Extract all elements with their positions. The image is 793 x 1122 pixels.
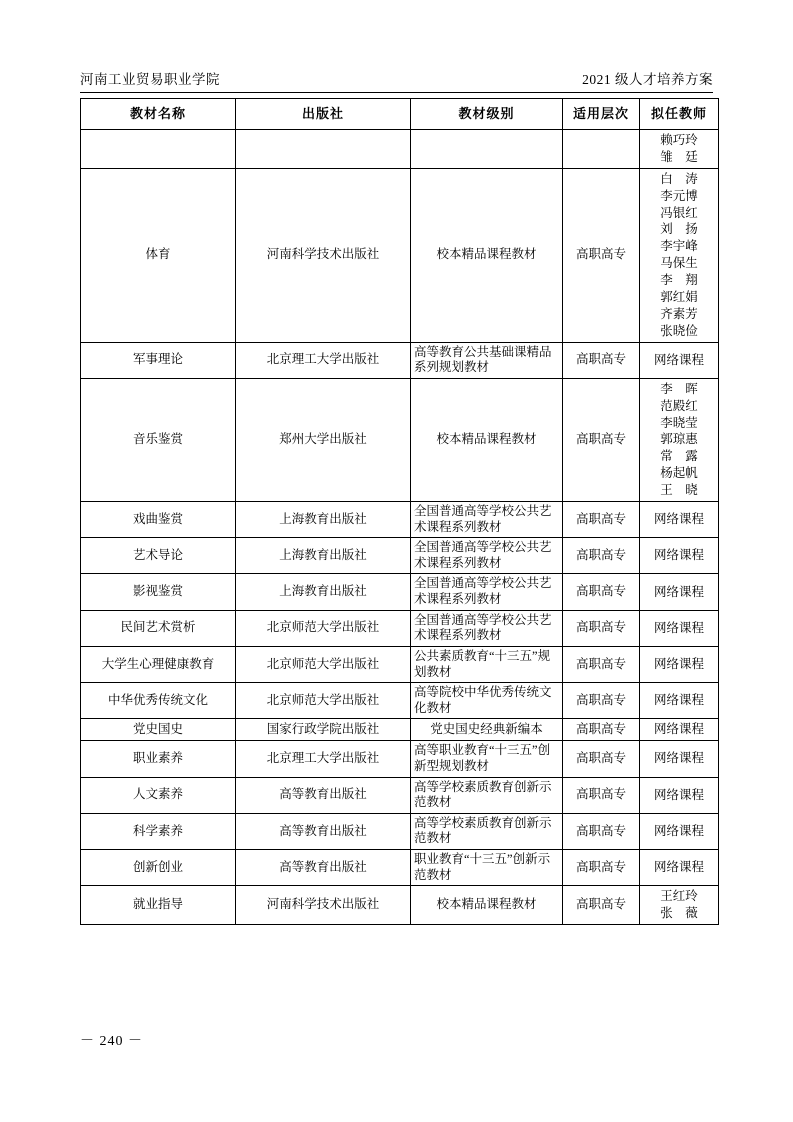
table-row <box>81 683 719 719</box>
cell-tier: 高职高专 <box>563 646 640 682</box>
cell-tier: 高职高专 <box>563 574 640 610</box>
cell-textbook-level: 公共素质教育“十三五”规划教材 <box>411 646 563 682</box>
teacher-list <box>643 750 715 767</box>
column-header-level: 教材级别 <box>411 99 563 130</box>
teacher-name: 李 翔 <box>660 273 698 287</box>
cell-textbook-name: 就业指导 <box>81 886 236 925</box>
cell-textbook-level: 高等学校素质教育创新示范教材 <box>411 777 563 813</box>
cell-teachers <box>640 886 719 925</box>
teacher-list <box>643 823 715 840</box>
cell-textbook-name: 军事理论 <box>81 342 236 378</box>
column-header-name: 教材名称 <box>81 99 236 130</box>
table-row <box>81 610 719 646</box>
cell-textbook-level: 高等学校素质教育创新示范教材 <box>411 813 563 849</box>
teacher-list <box>643 692 715 709</box>
cell-teachers <box>640 813 719 849</box>
teacher-name: 网络课程 <box>653 620 704 635</box>
cell-textbook-level: 全国普通高等学校公共艺术课程系列教材 <box>411 501 563 537</box>
teacher-name: 网络课程 <box>653 693 704 708</box>
teacher-name: 张晓俭 <box>660 323 698 338</box>
cell-teachers <box>640 378 719 501</box>
teacher-name: 范殿红 <box>660 398 698 413</box>
teacher-name: 雏 廷 <box>660 149 698 164</box>
teacher-name: 网络课程 <box>653 548 704 563</box>
cell-textbook-level: 职业教育“十三五”创新示范教材 <box>411 850 563 886</box>
teacher-name: 李宇峰 <box>660 239 698 254</box>
teacher-name: 齐素芳 <box>660 306 698 321</box>
teacher-name: 网络课程 <box>653 584 704 599</box>
teacher-name: 网络课程 <box>653 657 704 672</box>
cell-textbook-level: 高等教育公共基础课精品系列规划教材 <box>411 342 563 378</box>
teacher-list <box>643 547 715 564</box>
cell-textbook-level: 全国普通高等学校公共艺术课程系列教材 <box>411 538 563 574</box>
table-row <box>81 646 719 682</box>
cell-teachers <box>640 777 719 813</box>
teacher-name: 网络课程 <box>653 751 704 766</box>
cell-publisher: 国家行政学院出版社 <box>236 719 411 741</box>
cell-textbook-name: 科学素养 <box>81 813 236 849</box>
teacher-name: 冯银红 <box>660 205 698 220</box>
cell-textbook-name: 影视鉴赏 <box>81 574 236 610</box>
cell-publisher: 北京师范大学出版社 <box>236 683 411 719</box>
cell-tier: 高职高专 <box>563 850 640 886</box>
teacher-list <box>643 352 715 369</box>
teacher-list <box>643 381 715 499</box>
teacher-list <box>643 859 715 876</box>
cell-teachers <box>640 683 719 719</box>
cell-tier: 高职高专 <box>563 168 640 342</box>
table-row <box>81 130 719 169</box>
teacher-name: 杨起帆 <box>660 466 698 481</box>
teacher-list <box>643 721 715 738</box>
cell-publisher: 上海教育出版社 <box>236 574 411 610</box>
teacher-name: 白 涛 <box>660 171 698 186</box>
cell-publisher: 郑州大学出版社 <box>236 378 411 501</box>
table-row <box>81 501 719 537</box>
cell-tier: 高职高专 <box>563 886 640 925</box>
teacher-name: 王 晓 <box>660 483 698 497</box>
cell-teachers <box>640 610 719 646</box>
teacher-name: 网络课程 <box>653 823 704 838</box>
teacher-name: 网络课程 <box>653 722 704 737</box>
table-row <box>81 378 719 501</box>
page-header <box>80 68 713 93</box>
teacher-name: 王红玲 <box>660 889 698 904</box>
cell-textbook-name: 戏曲鉴赏 <box>81 501 236 537</box>
cell-tier: 高职高专 <box>563 719 640 741</box>
teacher-name: 网络课程 <box>653 787 704 802</box>
table-row <box>81 719 719 741</box>
cell-textbook-name: 党史国史 <box>81 719 236 741</box>
cell-teachers <box>640 574 719 610</box>
cell-tier: 高职高专 <box>563 610 640 646</box>
cell-textbook-name: 创新创业 <box>81 850 236 886</box>
teacher-list <box>643 888 715 922</box>
cell-tier: 高职高专 <box>563 777 640 813</box>
column-header-publisher: 出版社 <box>236 99 411 130</box>
teacher-name: 李晓莹 <box>660 415 698 430</box>
cell-publisher: 北京理工大学出版社 <box>236 342 411 378</box>
cell-publisher: 北京师范大学出版社 <box>236 646 411 682</box>
teacher-name: 常 露 <box>660 449 698 464</box>
cell-textbook-level: 校本精品课程教材 <box>411 168 563 342</box>
cell-teachers <box>640 741 719 777</box>
cell-textbook-name: 音乐鉴赏 <box>81 378 236 501</box>
cell-publisher: 高等教育出版社 <box>236 813 411 849</box>
table-row <box>81 813 719 849</box>
cell-teachers <box>640 719 719 741</box>
cell-teachers <box>640 646 719 682</box>
cell-textbook-name: 艺术导论 <box>81 538 236 574</box>
cell-publisher: 河南科学技术出版社 <box>236 168 411 342</box>
cell-publisher <box>236 130 411 169</box>
teacher-list <box>643 171 715 340</box>
cell-textbook-name: 体育 <box>81 168 236 342</box>
cell-textbook-level: 全国普通高等学校公共艺术课程系列教材 <box>411 574 563 610</box>
table-row <box>81 741 719 777</box>
teacher-list <box>643 511 715 528</box>
cell-tier: 高职高专 <box>563 538 640 574</box>
table-row <box>81 538 719 574</box>
cell-teachers <box>640 538 719 574</box>
cell-teachers <box>640 342 719 378</box>
column-header-tier: 适用层次 <box>563 99 640 130</box>
teacher-list <box>643 584 715 601</box>
teacher-list <box>643 620 715 637</box>
cell-tier: 高职高专 <box>563 683 640 719</box>
institution-name: 河南工业贸易职业学院 <box>80 72 220 87</box>
cell-textbook-name: 人文素养 <box>81 777 236 813</box>
cell-teachers <box>640 168 719 342</box>
teacher-name: 网络课程 <box>653 352 704 367</box>
document-title: 2021 级人才培养方案 <box>582 72 713 87</box>
cell-teachers <box>640 501 719 537</box>
teacher-name: 郭红娟 <box>660 289 698 304</box>
cell-tier: 高职高专 <box>563 342 640 378</box>
cell-textbook-name: 中华优秀传统文化 <box>81 683 236 719</box>
teacher-name: 李 晖 <box>660 381 698 396</box>
cell-textbook-level: 党史国史经典新编本 <box>411 719 563 741</box>
cell-publisher: 河南科学技术出版社 <box>236 886 411 925</box>
cell-textbook-name: 民间艺术赏析 <box>81 610 236 646</box>
cell-textbook-level <box>411 130 563 169</box>
table-row <box>81 342 719 378</box>
table-header-row <box>81 99 719 130</box>
teacher-name: 网络课程 <box>653 860 704 875</box>
cell-publisher: 上海教育出版社 <box>236 538 411 574</box>
teacher-name: 张 薇 <box>660 906 698 921</box>
table-row <box>81 574 719 610</box>
cell-textbook-name <box>81 130 236 169</box>
cell-textbook-level: 校本精品课程教材 <box>411 378 563 501</box>
cell-publisher: 高等教育出版社 <box>236 850 411 886</box>
teacher-name: 刘 扬 <box>660 222 698 237</box>
table-row <box>81 777 719 813</box>
cell-publisher: 上海教育出版社 <box>236 501 411 537</box>
cell-textbook-level: 高等职业教育“十三五”创新型规划教材 <box>411 741 563 777</box>
cell-textbook-name: 职业素养 <box>81 741 236 777</box>
cell-textbook-level: 校本精品课程教材 <box>411 886 563 925</box>
teacher-name: 李元博 <box>660 188 698 203</box>
cell-teachers <box>640 130 719 169</box>
teacher-name: 网络课程 <box>653 512 704 527</box>
teacher-list <box>643 787 715 804</box>
cell-tier: 高职高专 <box>563 378 640 501</box>
cell-tier: 高职高专 <box>563 741 640 777</box>
table-row <box>81 886 719 925</box>
teacher-name: 郭琼惠 <box>660 432 698 447</box>
cell-teachers <box>640 850 719 886</box>
cell-publisher: 高等教育出版社 <box>236 777 411 813</box>
table-row <box>81 850 719 886</box>
cell-textbook-name: 大学生心理健康教育 <box>81 646 236 682</box>
textbook-table <box>80 98 719 925</box>
cell-tier <box>563 130 640 169</box>
teacher-list <box>643 132 715 166</box>
teacher-name: 赖巧玲 <box>660 133 698 147</box>
cell-tier: 高职高专 <box>563 813 640 849</box>
cell-textbook-level: 全国普通高等学校公共艺术课程系列教材 <box>411 610 563 646</box>
table-row <box>81 168 719 342</box>
cell-publisher: 北京师范大学出版社 <box>236 610 411 646</box>
cell-tier: 高职高专 <box>563 501 640 537</box>
teacher-list <box>643 656 715 673</box>
column-header-teacher: 拟任教师 <box>640 99 719 130</box>
page-number: － 240 － <box>80 1034 143 1049</box>
teacher-name: 马保生 <box>660 256 698 271</box>
cell-publisher: 北京理工大学出版社 <box>236 741 411 777</box>
cell-textbook-level: 高等院校中华优秀传统文化教材 <box>411 683 563 719</box>
